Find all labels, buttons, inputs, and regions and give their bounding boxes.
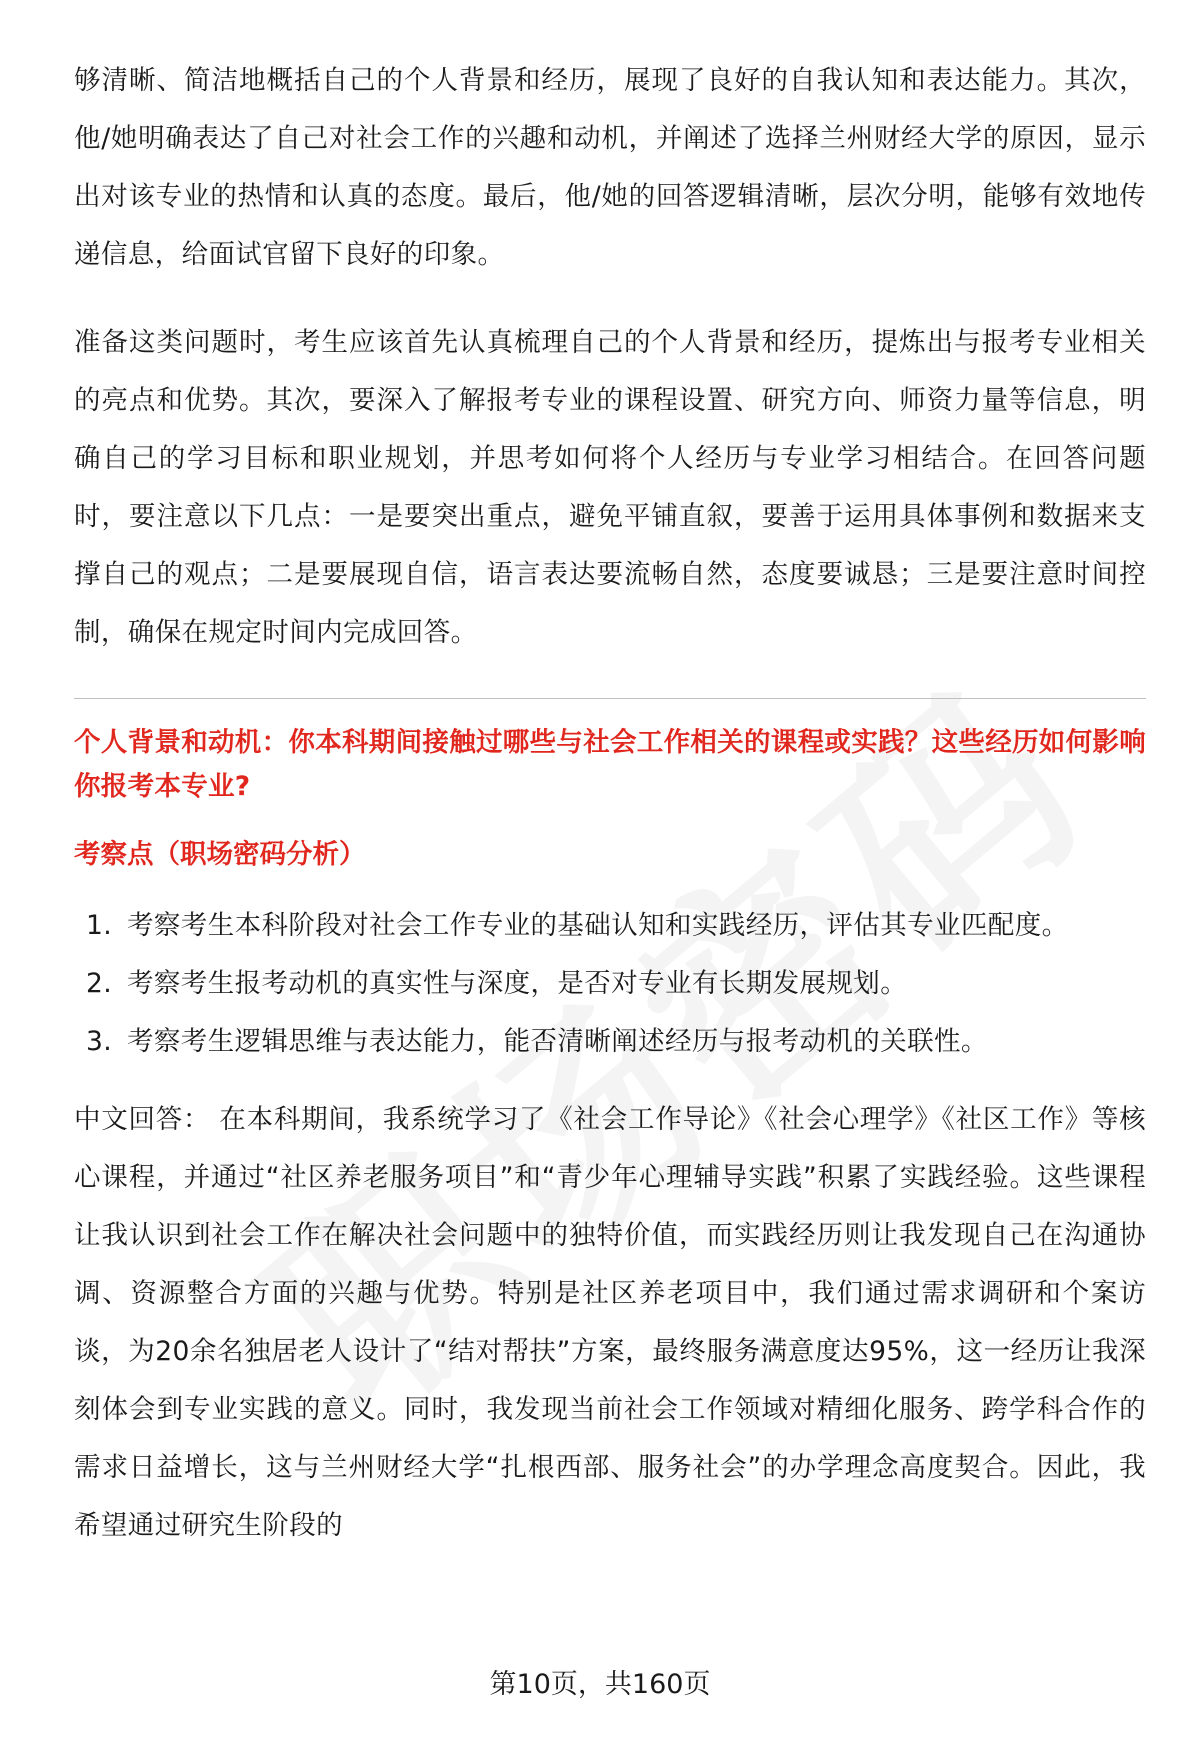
section-title: 考察点（职场密码分析） [74, 839, 366, 870]
page-number-footer: 第10页，共160页 [489, 1669, 711, 1700]
question-heading: 个人背景和动机：你本科期间接触过哪些与社会工作相关的课程或实践？这些经历如何影响你报考本专业? [74, 727, 1146, 802]
document-page [74, 52, 1146, 1555]
list-item-text: 考察考生本科阶段对社会工作专业的基础认知和实践经历，评估其专业匹配度。 [127, 910, 1069, 941]
answer-paragraph: 中文回答： 在本科期间，我系统学习了《社会工作导论》《社会心理学》《社区工作》等核心课程，并通过“社区养老服务项目”和“青少年心理辅导实践”积累了实践经验。这些课程让我认识到社会工作在解决社会问题中的独特价值，而实践经历则让我发现自己在沟通协调、资源整合方面的兴趣与优势。特别是社区养老项目中，我们通过需求调研和个案访谈，为20余名独居老人设计了“结对帮扶”方案，最终服务满意度达95%，这一经历让我深刻体会到专业实践的意义。同时，我发现当前社会工作领域对精细化服务、跨学科合作的需求日益增长，这与兰州财经大学“扎根西部、服务社会”的办学理念高度契合。因此，我希望通过研究生阶段的 [74, 1104, 1146, 1541]
assessment-points-list [74, 897, 1146, 1071]
list-item [74, 1013, 1146, 1071]
section-divider [74, 698, 1146, 699]
list-item [74, 955, 1146, 1013]
list-item [74, 897, 1146, 955]
list-item-number: 3. [86, 1026, 113, 1057]
list-item-number: 1. [86, 910, 113, 941]
intro-paragraph-2: 准备这类问题时，考生应该首先认真梳理自己的个人背景和经历，提炼出与报考专业相关的亮点和优势。其次，要深入了解报考专业的课程设置、研究方向、师资力量等信息，明确自己的学习目标和职业规划，并思考如何将个人经历与专业学习相结合。在回答问题时，要注意以下几点：一是要突出重点，避免平铺直叙，要善于运用具体事例和数据来支撑自己的观点；二是要展现自信，语言表达要流畅自然，态度要诚恳；三是要注意时间控制，确保在规定时间内完成回答。 [74, 327, 1146, 648]
intro-paragraph-1: 够清晰、简洁地概括自己的个人背景和经历，展现了良好的自我认知和表达能力。其次，他/她明确表达了自己对社会工作的兴趣和动机，并阐述了选择兰州财经大学的原因，显示出对该专业的热情和认真的态度。最后，他/她的回答逻辑清晰，层次分明，能够有效地传递信息，给面试官留下良好的印象。 [74, 65, 1146, 270]
list-item-number: 2. [86, 968, 113, 999]
list-item-text: 考察考生报考动机的真实性与深度，是否对专业有长期发展规划。 [127, 968, 908, 999]
list-item-text: 考察考生逻辑思维与表达能力，能否清晰阐述经历与报考动机的关联性。 [127, 1026, 988, 1057]
